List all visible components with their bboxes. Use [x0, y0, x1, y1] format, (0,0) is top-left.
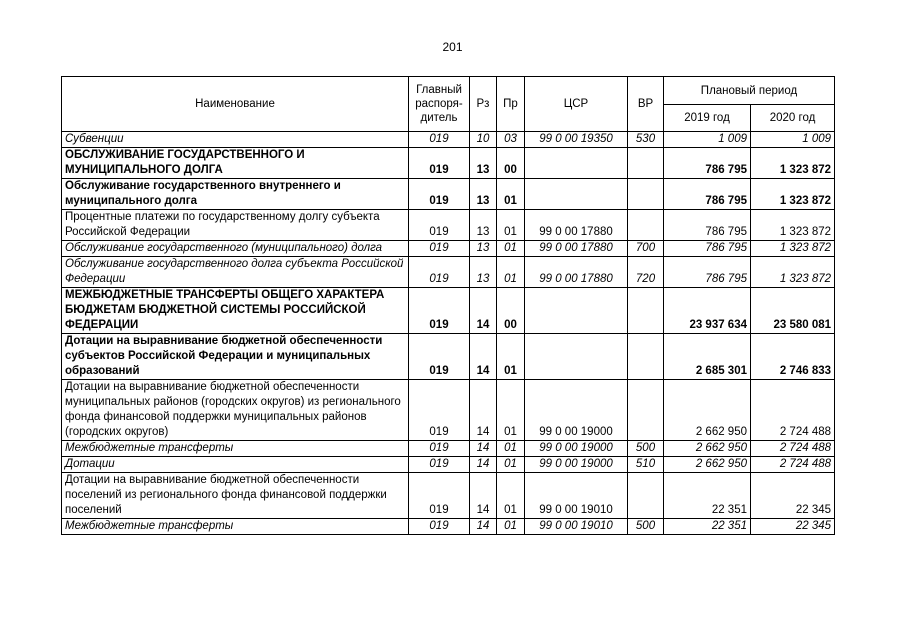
csr-cell: 99 0 00 17880	[525, 210, 628, 241]
csr-cell: 99 0 00 19000	[525, 380, 628, 441]
pr-cell: 01	[497, 380, 525, 441]
value-2019-cell: 786 795	[664, 241, 751, 257]
pr-cell: 01	[497, 257, 525, 288]
rz-cell: 13	[470, 241, 497, 257]
row-name-cell: ОБСЛУЖИВАНИЕ ГОСУДАРСТВЕННОГО И МУНИЦИПАЛЬНОГО ДОЛГА	[62, 148, 409, 179]
pr-cell: 01	[497, 241, 525, 257]
rz-cell: 14	[470, 473, 497, 519]
value-2020-cell: 2 724 488	[751, 380, 835, 441]
value-2019-cell: 2 662 950	[664, 441, 751, 457]
admin-cell: 019	[409, 257, 470, 288]
admin-cell: 019	[409, 210, 470, 241]
csr-cell: 99 0 00 19010	[525, 519, 628, 535]
vr-cell: 500	[628, 441, 664, 457]
header-admin: Главный распоря-дитель	[409, 77, 470, 132]
row-name-cell: Дотации на выравнивание бюджетной обеспеченности субъектов Российской Федерации и муниципальных образований	[62, 334, 409, 380]
table-row	[62, 334, 835, 380]
csr-cell: 99 0 00 17880	[525, 257, 628, 288]
row-name-cell: Межбюджетные трансферты	[62, 441, 409, 457]
value-2019-cell: 786 795	[664, 148, 751, 179]
value-2020-cell: 22 345	[751, 519, 835, 535]
table-body	[62, 132, 835, 535]
rz-cell: 14	[470, 441, 497, 457]
header-rz: Рз	[470, 77, 497, 132]
value-2020-cell: 22 345	[751, 473, 835, 519]
value-2019-cell: 2 662 950	[664, 380, 751, 441]
table-row	[62, 473, 835, 519]
csr-cell: 99 0 00 19000	[525, 457, 628, 473]
value-2019-cell: 2 662 950	[664, 457, 751, 473]
row-name-cell: Процентные платежи по государственному долгу субъекта Российской Федерации	[62, 210, 409, 241]
vr-cell: 530	[628, 132, 664, 148]
vr-cell	[628, 473, 664, 519]
csr-cell: 99 0 00 17880	[525, 241, 628, 257]
rz-cell: 14	[470, 380, 497, 441]
pr-cell: 01	[497, 179, 525, 210]
pr-cell: 01	[497, 457, 525, 473]
pr-cell: 01	[497, 519, 525, 535]
table-row	[62, 179, 835, 210]
value-2019-cell: 22 351	[664, 473, 751, 519]
admin-cell: 019	[409, 457, 470, 473]
row-name-cell: Обслуживание государственного внутреннего и муниципального долга	[62, 179, 409, 210]
table-row	[62, 288, 835, 334]
admin-cell: 019	[409, 441, 470, 457]
table-row	[62, 457, 835, 473]
row-name-cell: Дотации на выравнивание бюджетной обеспеченности поселений из регионального фонда финансовой поддержки поселений	[62, 473, 409, 519]
value-2020-cell: 1 009	[751, 132, 835, 148]
vr-cell	[628, 148, 664, 179]
admin-cell: 019	[409, 148, 470, 179]
vr-cell: 510	[628, 457, 664, 473]
value-2020-cell: 1 323 872	[751, 210, 835, 241]
value-2020-cell: 2 724 488	[751, 457, 835, 473]
value-2020-cell: 1 323 872	[751, 179, 835, 210]
table-row	[62, 132, 835, 148]
value-2019-cell: 786 795	[664, 257, 751, 288]
pr-cell: 01	[497, 473, 525, 519]
admin-cell: 019	[409, 473, 470, 519]
value-2019-cell: 1 009	[664, 132, 751, 148]
table-row	[62, 210, 835, 241]
value-2020-cell: 2 724 488	[751, 441, 835, 457]
vr-cell	[628, 210, 664, 241]
vr-cell: 700	[628, 241, 664, 257]
vr-cell	[628, 380, 664, 441]
admin-cell: 019	[409, 519, 470, 535]
value-2019-cell: 786 795	[664, 179, 751, 210]
pr-cell: 00	[497, 148, 525, 179]
value-2020-cell: 1 323 872	[751, 241, 835, 257]
csr-cell	[525, 148, 628, 179]
csr-cell	[525, 179, 628, 210]
header-csr: ЦСР	[525, 77, 628, 132]
admin-cell: 019	[409, 179, 470, 210]
pr-cell: 00	[497, 288, 525, 334]
row-name-cell: Обслуживание государственного (муниципального) долга	[62, 241, 409, 257]
admin-cell: 019	[409, 380, 470, 441]
rz-cell: 13	[470, 179, 497, 210]
value-2019-cell: 2 685 301	[664, 334, 751, 380]
admin-cell: 019	[409, 334, 470, 380]
csr-cell	[525, 288, 628, 334]
value-2020-cell: 1 323 872	[751, 148, 835, 179]
header-year-2020: 2020 год	[751, 105, 835, 132]
csr-cell: 99 0 00 19000	[525, 441, 628, 457]
table-row	[62, 148, 835, 179]
row-name-cell: Межбюджетные трансферты	[62, 519, 409, 535]
table-row	[62, 241, 835, 257]
header-plan-period: Плановый период	[664, 77, 835, 105]
header-vr: ВР	[628, 77, 664, 132]
rz-cell: 14	[470, 288, 497, 334]
rz-cell: 13	[470, 148, 497, 179]
vr-cell	[628, 288, 664, 334]
row-name-cell: Дотации	[62, 457, 409, 473]
row-name-cell: Дотации на выравнивание бюджетной обеспеченности муниципальных районов (городских округов) из регионального фонда финансовой поддержки муниципальных районов (городских округов)	[62, 380, 409, 441]
vr-cell: 500	[628, 519, 664, 535]
rz-cell: 13	[470, 257, 497, 288]
rz-cell: 13	[470, 210, 497, 241]
pr-cell: 01	[497, 210, 525, 241]
value-2019-cell: 23 937 634	[664, 288, 751, 334]
csr-cell: 99 0 00 19350	[525, 132, 628, 148]
value-2020-cell: 2 746 833	[751, 334, 835, 380]
header-name: Наименование	[62, 77, 409, 132]
row-name-cell: Обслуживание государственного долга субъекта Российской Федерации	[62, 257, 409, 288]
value-2019-cell: 786 795	[664, 210, 751, 241]
header-year-2019: 2019 год	[664, 105, 751, 132]
rz-cell: 10	[470, 132, 497, 148]
admin-cell: 019	[409, 132, 470, 148]
vr-cell	[628, 334, 664, 380]
csr-cell	[525, 334, 628, 380]
pr-cell: 01	[497, 441, 525, 457]
page-number: 201	[442, 40, 463, 54]
pr-cell: 01	[497, 334, 525, 380]
rz-cell: 14	[470, 519, 497, 535]
row-name-cell: Субвенции	[62, 132, 409, 148]
table-row	[62, 257, 835, 288]
admin-cell: 019	[409, 241, 470, 257]
vr-cell: 720	[628, 257, 664, 288]
admin-cell: 019	[409, 288, 470, 334]
value-2020-cell: 1 323 872	[751, 257, 835, 288]
table-row	[62, 441, 835, 457]
csr-cell: 99 0 00 19010	[525, 473, 628, 519]
table-row	[62, 519, 835, 535]
budget-table	[61, 76, 835, 535]
table-row	[62, 380, 835, 441]
pr-cell: 03	[497, 132, 525, 148]
value-2019-cell: 22 351	[664, 519, 751, 535]
vr-cell	[628, 179, 664, 210]
rz-cell: 14	[470, 334, 497, 380]
row-name-cell: МЕЖБЮДЖЕТНЫЕ ТРАНСФЕРТЫ ОБЩЕГО ХАРАКТЕРА БЮДЖЕТАМ БЮДЖЕТНОЙ СИСТЕМЫ РОССИЙСКОЙ ФЕДЕРАЦИИ	[62, 288, 409, 334]
table-header	[62, 77, 835, 132]
rz-cell: 14	[470, 457, 497, 473]
header-pr: Пр	[497, 77, 525, 132]
value-2020-cell: 23 580 081	[751, 288, 835, 334]
